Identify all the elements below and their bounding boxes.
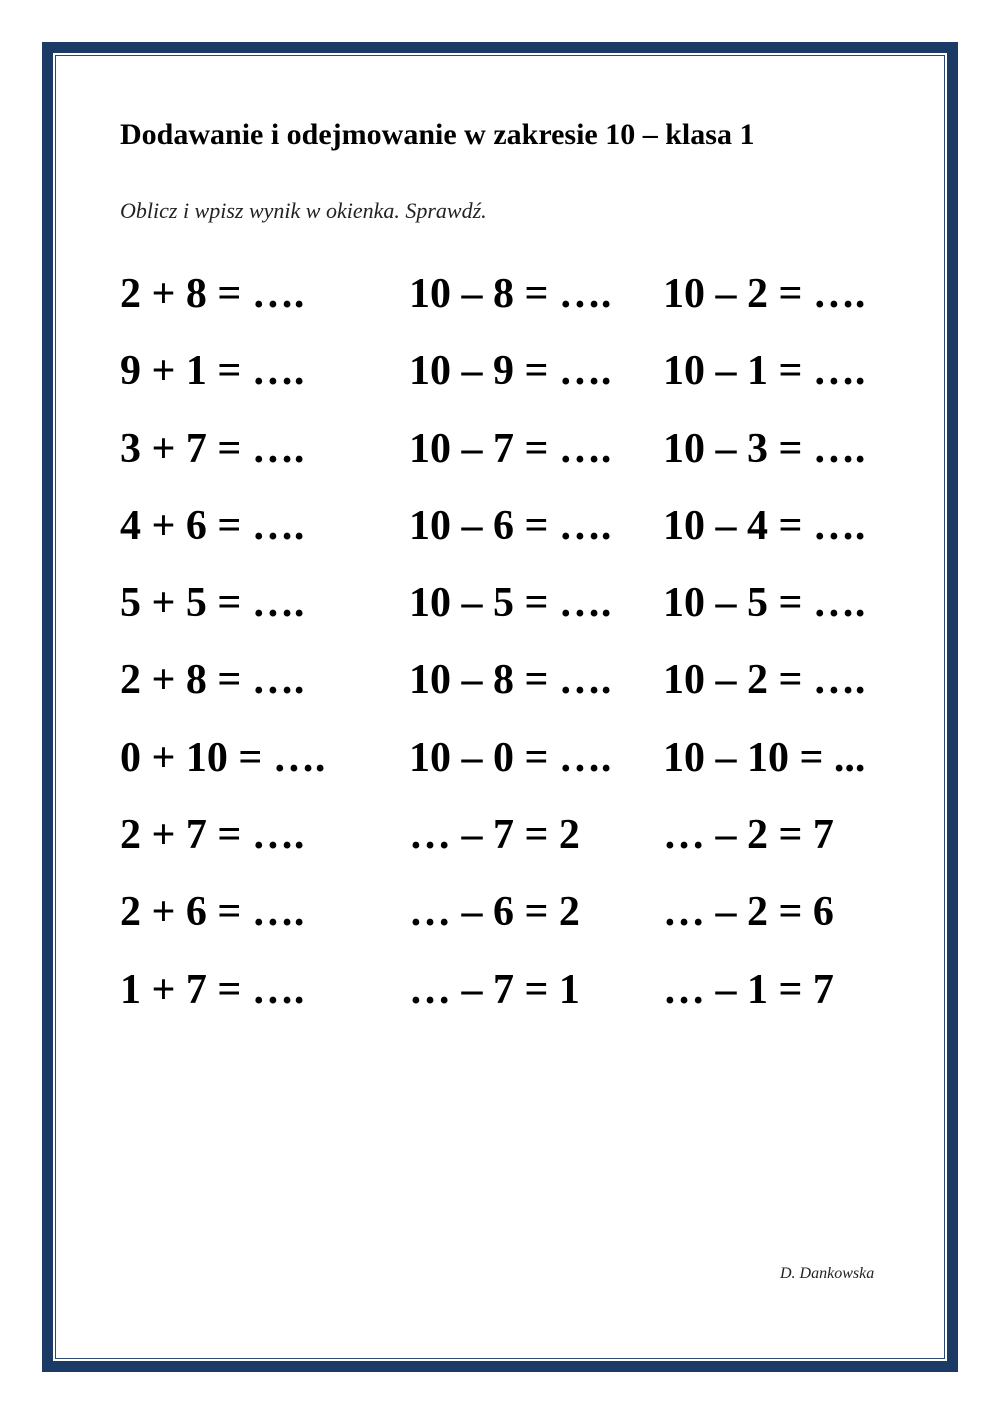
worksheet-title: Dodawanie i odejmowanie w zakresie 10 – klasa 1 xyxy=(120,118,755,151)
exercise: 10 – 8 = …. xyxy=(409,657,612,704)
exercise: 3 + 7 = …. xyxy=(120,425,305,472)
exercise: 10 – 8 = …. xyxy=(409,271,612,317)
exercise: 2 + 7 = …. xyxy=(120,812,305,859)
exercise: 10 – 3 = …. xyxy=(663,425,866,472)
exercise: 0 + 10 = …. xyxy=(120,734,326,781)
exercise: 10 – 5 = …. xyxy=(409,580,612,627)
exercise: 1 + 7 = …. xyxy=(120,966,305,1013)
exercise: … – 2 = 7 xyxy=(663,812,834,859)
exercise: … – 1 = 7 xyxy=(663,966,834,1013)
exercise: 10 – 5 = …. xyxy=(663,580,866,627)
exercise: 2 + 8 = …. xyxy=(120,271,305,317)
exercise: … – 6 = 2 xyxy=(409,889,580,936)
exercise: 10 – 1 = …. xyxy=(663,348,866,395)
exercise: 10 – 0 = …. xyxy=(409,734,612,781)
exercise: … – 2 = 6 xyxy=(663,889,834,936)
exercise: 10 – 4 = …. xyxy=(663,502,866,549)
exercise: … – 7 = 1 xyxy=(409,966,580,1013)
exercise: … – 7 = 2 xyxy=(409,812,580,859)
exercise: 10 – 9 = …. xyxy=(409,348,612,395)
exercise: 10 – 10 = ... xyxy=(663,734,866,781)
exercise: 10 – 6 = …. xyxy=(409,502,612,549)
exercise: 2 + 6 = …. xyxy=(120,889,305,936)
exercise: 10 – 7 = …. xyxy=(409,425,612,472)
exercise: 10 – 2 = …. xyxy=(663,271,866,317)
author-signature: D. Dankowska xyxy=(780,1265,875,1282)
exercise: 5 + 5 = …. xyxy=(120,580,305,627)
exercise: 4 + 6 = …. xyxy=(120,502,305,549)
exercise: 2 + 8 = …. xyxy=(120,657,305,704)
exercise: 9 + 1 = …. xyxy=(120,348,305,395)
worksheet-instruction: Oblicz i wpisz wynik w okienka. Sprawdź. xyxy=(120,198,487,223)
exercise: 10 – 2 = …. xyxy=(663,657,866,704)
